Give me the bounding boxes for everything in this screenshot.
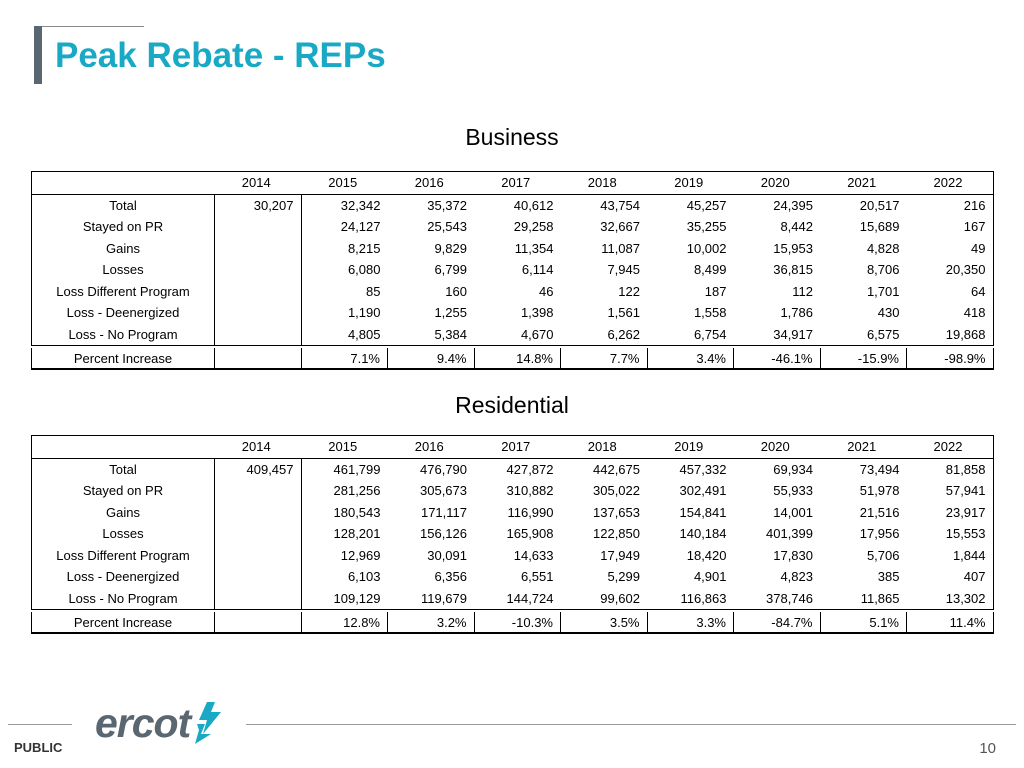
table-row bbox=[32, 523, 994, 545]
table-cell: 1,190 bbox=[347, 305, 381, 321]
table-cell: 43,754 bbox=[600, 197, 640, 213]
table-cell: 165,908 bbox=[506, 526, 554, 542]
table-cell: 122 bbox=[618, 283, 640, 299]
table-cell: 8,706 bbox=[866, 262, 900, 278]
year-header: 2015 bbox=[301, 172, 388, 195]
row-label: Percent Increase bbox=[32, 612, 215, 633]
row-label: Gains bbox=[32, 502, 215, 524]
table-cell: 25,543 bbox=[427, 219, 467, 235]
table-cell: 1,255 bbox=[434, 305, 467, 321]
table-cell: 1,398 bbox=[520, 305, 554, 321]
percent-cell: 7.7% bbox=[561, 348, 648, 369]
table-cell: 160 bbox=[445, 283, 467, 299]
row-label: Loss Different Program bbox=[32, 281, 215, 303]
table-row bbox=[32, 458, 994, 480]
table-cell: 15,553 bbox=[907, 523, 994, 545]
table-cell: 1,558 bbox=[693, 305, 727, 321]
year-header: 2021 bbox=[820, 436, 907, 459]
table-cell: 14,633 bbox=[513, 547, 554, 563]
page-title: Peak Rebate - REPs bbox=[55, 36, 386, 75]
year-header: 2019 bbox=[647, 172, 734, 195]
table-cell: 442,675 bbox=[593, 461, 640, 477]
table-cell: 18,420 bbox=[686, 547, 727, 563]
table-cell: 30,091 bbox=[427, 547, 467, 563]
table-cell bbox=[215, 216, 302, 238]
table-cell: 17,830 bbox=[773, 547, 813, 563]
table-row bbox=[32, 566, 994, 588]
table-cell: 112 bbox=[792, 283, 813, 299]
table-cell: 6,551 bbox=[520, 569, 554, 585]
table-cell: 409,457 bbox=[215, 458, 302, 480]
table-cell: 1,786 bbox=[780, 305, 813, 321]
percent-cell: -84.7% bbox=[734, 612, 821, 633]
table-cell: 122,850 bbox=[593, 526, 640, 542]
row-label: Losses bbox=[32, 259, 215, 281]
percent-increase-row bbox=[32, 348, 994, 369]
table-row bbox=[32, 194, 994, 216]
table-cell: 30,207 bbox=[215, 194, 302, 216]
table-cell: 6,575 bbox=[820, 324, 907, 346]
table-cell bbox=[215, 302, 302, 324]
table-cell: 8,499 bbox=[693, 262, 727, 278]
table-cell: 35,255 bbox=[686, 219, 727, 235]
table-cell: 6,080 bbox=[347, 262, 381, 278]
table-cell: 17,956 bbox=[859, 526, 900, 542]
year-header: 2016 bbox=[388, 436, 475, 459]
table-cell: 144,724 bbox=[474, 588, 561, 610]
page-number: 10 bbox=[979, 740, 996, 757]
table-cell: 187 bbox=[704, 283, 727, 299]
table-row bbox=[32, 238, 994, 260]
table-cell bbox=[215, 502, 302, 524]
table-cell: 73,494 bbox=[859, 461, 900, 477]
table-cell: 4,805 bbox=[301, 324, 388, 346]
table-cell bbox=[215, 480, 302, 502]
year-header: 2014 bbox=[215, 172, 302, 195]
table-cell: 32,667 bbox=[600, 219, 640, 235]
table-cell: 81,858 bbox=[907, 458, 994, 480]
table-cell: 20,517 bbox=[859, 197, 900, 213]
table-cell: 36,815 bbox=[773, 262, 813, 278]
table-cell: 29,258 bbox=[513, 219, 554, 235]
percent-cell: -46.1% bbox=[734, 348, 821, 369]
table-cell: 154,841 bbox=[679, 504, 727, 520]
title-accent-bar bbox=[34, 26, 42, 84]
year-header: 2020 bbox=[734, 172, 821, 195]
table-cell: 137,653 bbox=[593, 504, 640, 520]
header-blank bbox=[32, 172, 215, 195]
row-label: Loss - No Program bbox=[32, 588, 215, 610]
table-cell: 1,701 bbox=[866, 283, 900, 299]
year-header: 2017 bbox=[474, 436, 561, 459]
row-label: Stayed on PR bbox=[32, 480, 215, 502]
table-cell: 4,670 bbox=[474, 324, 561, 346]
table-cell: 14,001 bbox=[773, 504, 813, 520]
table-cell: 4,823 bbox=[780, 569, 813, 585]
table-cell: 418 bbox=[907, 302, 994, 324]
table-cell bbox=[215, 588, 302, 610]
table-cell: 109,129 bbox=[301, 588, 388, 610]
year-header: 2019 bbox=[647, 436, 734, 459]
table-cell: 49 bbox=[907, 238, 994, 260]
table-cell: 34,917 bbox=[734, 324, 821, 346]
row-label: Loss - No Program bbox=[32, 324, 215, 346]
table-cell: 6,103 bbox=[347, 569, 381, 585]
table-cell: 9,829 bbox=[434, 240, 467, 256]
table-cell: 167 bbox=[907, 216, 994, 238]
row-label: Losses bbox=[32, 523, 215, 545]
table-cell: 140,184 bbox=[679, 526, 727, 542]
row-label: Loss Different Program bbox=[32, 545, 215, 567]
table-cell: 64 bbox=[907, 281, 994, 303]
table-cell: 57,941 bbox=[907, 480, 994, 502]
year-header: 2022 bbox=[907, 436, 994, 459]
footer-divider-left bbox=[8, 724, 72, 725]
table-cell: 171,117 bbox=[420, 504, 467, 520]
table-cell: 45,257 bbox=[686, 197, 727, 213]
table-cell: 11,865 bbox=[820, 588, 907, 610]
ercot-logo bbox=[95, 700, 225, 746]
table-cell: 156,126 bbox=[420, 526, 467, 542]
table-cell: 476,790 bbox=[420, 461, 467, 477]
table-cell: 6,799 bbox=[434, 262, 467, 278]
table-cell: 5,384 bbox=[388, 324, 475, 346]
table-cell: 6,754 bbox=[647, 324, 734, 346]
percent-cell: 3.2% bbox=[388, 612, 475, 633]
table-cell bbox=[215, 324, 302, 346]
percent-increase-row bbox=[32, 612, 994, 633]
table-cell bbox=[215, 566, 302, 588]
table-cell: 23,917 bbox=[907, 502, 994, 524]
table-cell: 427,872 bbox=[506, 461, 554, 477]
lightning-star-icon bbox=[193, 700, 225, 746]
year-header: 2017 bbox=[474, 172, 561, 195]
table-cell bbox=[215, 281, 302, 303]
table-cell: 15,953 bbox=[773, 240, 813, 256]
percent-cell: -98.9% bbox=[907, 348, 994, 369]
table-cell: 119,679 bbox=[388, 588, 475, 610]
table-cell: 24,395 bbox=[773, 197, 813, 213]
table-cell: 32,342 bbox=[340, 197, 381, 213]
table-cell: 216 bbox=[907, 194, 994, 216]
year-header: 2015 bbox=[301, 436, 388, 459]
percent-cell bbox=[215, 612, 302, 633]
table-cell: 7,945 bbox=[607, 262, 640, 278]
percent-cell: 3.4% bbox=[647, 348, 734, 369]
table-row bbox=[32, 324, 994, 346]
table-cell bbox=[215, 238, 302, 260]
table-cell: 8,442 bbox=[780, 219, 813, 235]
percent-cell: 11.4% bbox=[907, 612, 994, 633]
table-cell: 46 bbox=[539, 283, 554, 299]
business-table bbox=[31, 171, 994, 370]
table-cell: 10,002 bbox=[686, 240, 727, 256]
table-row bbox=[32, 259, 994, 281]
table-cell: 69,934 bbox=[773, 461, 813, 477]
table-cell: 6,356 bbox=[434, 569, 467, 585]
table-cell: 20,350 bbox=[907, 259, 994, 281]
table-cell: 180,543 bbox=[333, 504, 381, 520]
row-label: Loss - Deenergized bbox=[32, 566, 215, 588]
table-cell: 407 bbox=[907, 566, 994, 588]
table-cell: 385 bbox=[877, 569, 900, 585]
percent-cell: -15.9% bbox=[820, 348, 907, 369]
table-cell bbox=[215, 545, 302, 567]
table-cell: 1,844 bbox=[907, 545, 994, 567]
percent-cell: 9.4% bbox=[388, 348, 475, 369]
percent-cell: 5.1% bbox=[820, 612, 907, 633]
table-cell: 12,969 bbox=[340, 547, 381, 563]
table-cell: 21,516 bbox=[859, 504, 900, 520]
table-cell: 378,746 bbox=[734, 588, 821, 610]
table-cell: 116,863 bbox=[647, 588, 734, 610]
table-cell: 85 bbox=[366, 283, 381, 299]
percent-cell bbox=[215, 348, 302, 369]
table-cell: 310,882 bbox=[506, 483, 554, 499]
table-row bbox=[32, 216, 994, 238]
table-row bbox=[32, 588, 994, 610]
table-cell: 4,901 bbox=[693, 569, 727, 585]
table-cell: 305,673 bbox=[420, 483, 467, 499]
table-cell: 15,689 bbox=[859, 219, 900, 235]
header-blank bbox=[32, 436, 215, 459]
table-cell: 302,491 bbox=[679, 483, 727, 499]
table-row bbox=[32, 502, 994, 524]
logo-wordmark: ercot bbox=[95, 699, 191, 746]
row-label: Loss - Deenergized bbox=[32, 302, 215, 324]
year-header: 2018 bbox=[561, 172, 648, 195]
percent-cell: 14.8% bbox=[474, 348, 561, 369]
table-cell: 128,201 bbox=[333, 526, 381, 542]
header-row bbox=[32, 172, 994, 195]
table-cell: 11,354 bbox=[514, 240, 554, 256]
year-header: 2022 bbox=[907, 172, 994, 195]
row-label: Total bbox=[32, 458, 215, 480]
table-cell: 4,828 bbox=[866, 240, 900, 256]
classification-label: PUBLIC bbox=[14, 740, 63, 755]
table-cell: 305,022 bbox=[593, 483, 640, 499]
row-label: Gains bbox=[32, 238, 215, 260]
table-cell: 401,399 bbox=[766, 526, 813, 542]
table-cell: 11,087 bbox=[601, 240, 640, 256]
residential-table bbox=[31, 435, 994, 634]
table-cell: 6,262 bbox=[561, 324, 648, 346]
table-cell: 40,612 bbox=[513, 197, 554, 213]
table-cell: 55,933 bbox=[773, 483, 813, 499]
row-label: Stayed on PR bbox=[32, 216, 215, 238]
residential-heading: Residential bbox=[455, 392, 569, 418]
table-cell: 6,114 bbox=[521, 262, 554, 278]
table-cell: 8,215 bbox=[347, 240, 381, 256]
table-cell: 17,949 bbox=[600, 547, 640, 563]
table-row bbox=[32, 480, 994, 502]
table-cell: 24,127 bbox=[340, 219, 381, 235]
table-cell: 5,706 bbox=[866, 547, 900, 563]
table-row bbox=[32, 545, 994, 567]
row-label: Total bbox=[32, 194, 215, 216]
year-header: 2021 bbox=[820, 172, 907, 195]
table-cell: 116,990 bbox=[507, 504, 554, 520]
table-cell: 19,868 bbox=[907, 324, 994, 346]
year-header: 2018 bbox=[561, 436, 648, 459]
table-row bbox=[32, 281, 994, 303]
business-heading: Business bbox=[465, 124, 559, 150]
percent-cell: -10.3% bbox=[474, 612, 561, 633]
percent-cell: 3.5% bbox=[561, 612, 648, 633]
percent-cell: 3.3% bbox=[647, 612, 734, 633]
table-cell: 281,256 bbox=[333, 483, 381, 499]
table-row bbox=[32, 302, 994, 324]
table-cell: 99,602 bbox=[561, 588, 648, 610]
percent-cell: 7.1% bbox=[301, 348, 388, 369]
table-cell bbox=[215, 259, 302, 281]
table-cell: 1,561 bbox=[607, 305, 640, 321]
footer-divider-right bbox=[246, 724, 1016, 725]
table-cell: 13,302 bbox=[907, 588, 994, 610]
percent-cell: 12.8% bbox=[301, 612, 388, 633]
table-cell: 461,799 bbox=[333, 461, 381, 477]
row-label: Percent Increase bbox=[32, 348, 215, 369]
year-header: 2016 bbox=[388, 172, 475, 195]
table-cell: 5,299 bbox=[607, 569, 640, 585]
year-header: 2014 bbox=[215, 436, 302, 459]
table-cell: 430 bbox=[877, 305, 900, 321]
table-cell: 51,978 bbox=[859, 483, 900, 499]
table-cell bbox=[215, 523, 302, 545]
table-cell: 35,372 bbox=[427, 197, 467, 213]
header-row bbox=[32, 436, 994, 459]
year-header: 2020 bbox=[734, 436, 821, 459]
title-rule bbox=[34, 26, 144, 27]
table-cell: 457,332 bbox=[679, 461, 727, 477]
